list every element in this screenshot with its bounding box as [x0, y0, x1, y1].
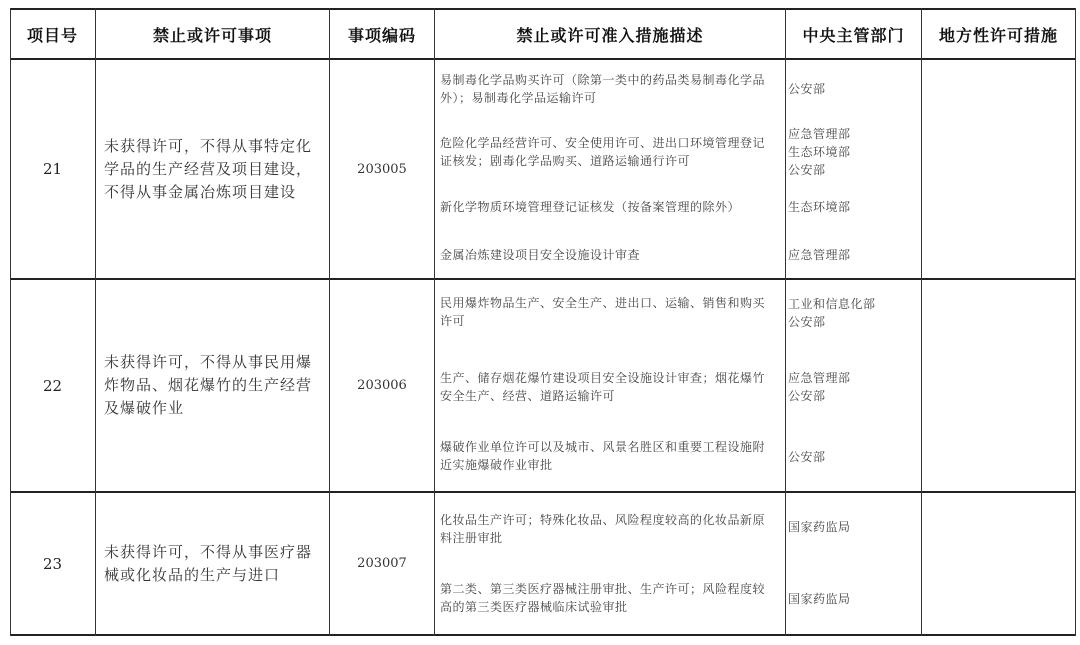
central-department: 国家药监局	[788, 520, 851, 534]
central-department: 国家药监局	[788, 592, 851, 606]
measure-description: 民用爆炸物品生产、安全生产、进出口、运输、销售和购买许可	[440, 296, 766, 328]
header-item-number: 项目号	[26, 25, 78, 45]
measure-description: 危险化学品经营许可、安全使用许可、进出口环境管理登记证核发；剧毒化学品购买、道路运输通行许可	[440, 136, 766, 168]
measure-description: 生产、储存烟花爆竹建设项目安全设施设计审查；烟花爆竹安全生产、经营、道路运输许可	[440, 371, 766, 403]
central-department: 应急管理部 生态环境部 公安部	[788, 127, 851, 177]
matter-text: 未获得许可，不得从事医疗器械或化妆品的生产与进口	[104, 542, 313, 584]
measure-description: 化妆品生产许可；特殊化妆品、风险程度较高的化妆品新原料注册审批	[440, 513, 766, 545]
measure-description: 爆破作业单位许可以及城市、风景名胜区和重要工程设施附近实施爆破作业审批	[440, 440, 766, 472]
matter-code: 203007	[357, 556, 407, 571]
local-measures	[922, 280, 1075, 491]
central-department: 应急管理部 公安部	[788, 371, 851, 403]
matter-text: 未获得许可，不得从事民用爆炸物品、烟花爆竹的生产经营及爆破作业	[104, 353, 313, 417]
header-central-dept: 中央主管部门	[802, 25, 905, 45]
header-measures: 禁止或许可准入措施描述	[516, 25, 704, 45]
item-number: 22	[42, 376, 63, 395]
central-department: 公安部	[788, 450, 826, 464]
header-local-measures: 地方性许可措施	[938, 25, 1058, 45]
central-department: 生态环境部	[788, 200, 851, 214]
local-measures	[922, 60, 1075, 278]
central-department: 公安部	[788, 82, 826, 96]
column-divider	[1075, 8, 1076, 636]
item-number: 23	[42, 554, 63, 573]
column-divider	[785, 8, 786, 636]
table-bottom-border	[10, 634, 1076, 636]
local-measures	[922, 493, 1075, 634]
central-department: 应急管理部	[788, 248, 851, 262]
column-divider	[434, 8, 435, 636]
measure-description: 金属冶炼建设项目安全设施设计审查	[440, 248, 641, 262]
matter-text: 未获得许可，不得从事特定化学品的生产经营及项目建设，不得从事金属冶炼项目建设	[104, 136, 313, 201]
measure-description: 易制毒化学品购买许可（除第一类中的药品类易制毒化学品外）；易制毒化学品运输许可	[440, 73, 766, 105]
measure-description: 新化学物质环境管理登记证核发（按备案管理的除外）	[440, 200, 741, 214]
matter-code: 203006	[357, 378, 407, 393]
measure-description: 第二类、第三类医疗器械注册审批、生产许可；风险程度较高的第三类医疗器械临床试验审批	[440, 582, 766, 614]
item-number: 21	[42, 160, 63, 178]
header-code: 事项编码	[347, 25, 416, 45]
regulation-table	[10, 8, 1076, 636]
central-department: 工业和信息化部 公安部	[788, 297, 876, 329]
header-matter: 禁止或许可事项	[152, 25, 272, 45]
matter-code: 203005	[357, 161, 407, 177]
